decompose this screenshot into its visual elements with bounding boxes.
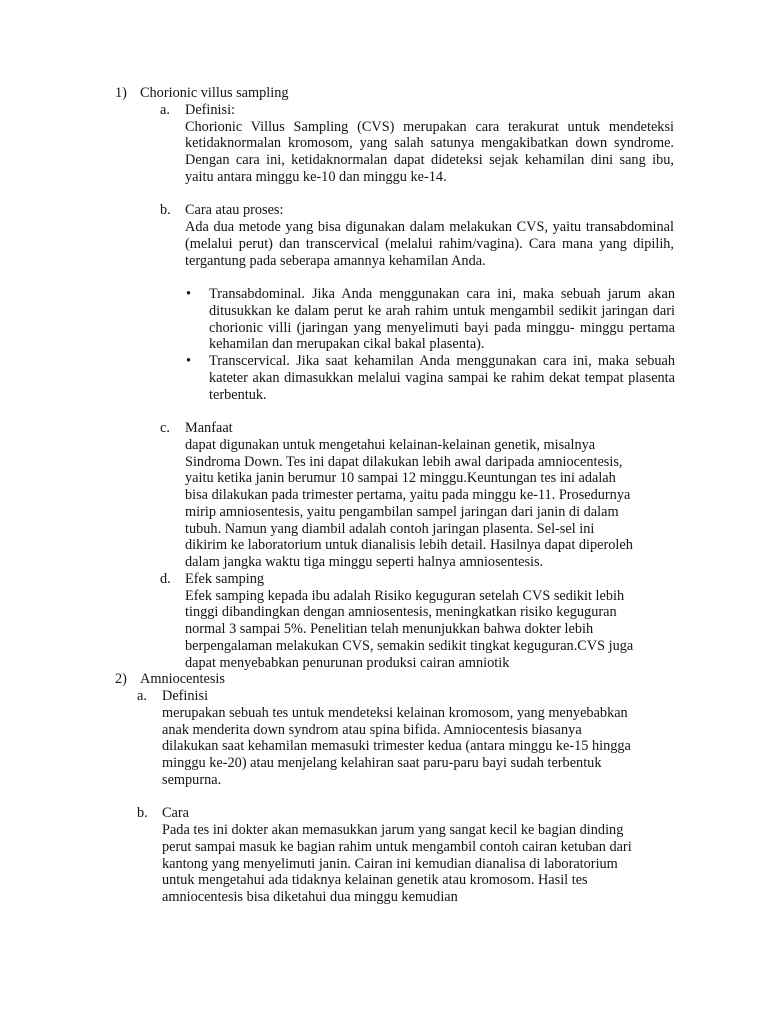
text-line: mana yang dipilih, tergantung pada seberapa amannya kehamilan Anda. [185, 235, 675, 269]
text-line: syndrome. Dengan cara ini, ketidaknormalan dapat dideteksi sejak kehamilan [185, 135, 675, 168]
section-chorionic-villus-sampling [0, 85, 768, 671]
section-title: Chorionic villus sampling [140, 85, 289, 101]
subsection-title: Manfaat [185, 420, 233, 436]
section-number: 2) [115, 671, 127, 688]
section-number: 1) [115, 85, 127, 101]
subsection-letter: c. [160, 420, 170, 436]
text-line: normal 3 sampai 5%. Penelitian telah menunjukkan bahwa dokter lebih [185, 621, 594, 637]
section-title: Amniocentesis [140, 671, 225, 688]
text-line: dapat digunakan untuk mengetahui kelainan-kelainan genetik, misalnya [185, 436, 596, 453]
text-line: ketidaknormalan kromosom, yang salah satunya mengakibatkan down [185, 135, 608, 152]
text-line: tubuh. Namun yang diambil adalah contoh jaringan plasenta. Sel-sel ini [185, 520, 595, 537]
section-heading [0, 85, 768, 102]
subsection-letter: a. [160, 101, 170, 118]
text-line: Sindroma Down. Tes ini dapat dilakukan lebih awal daripada amniocentesis, [185, 453, 623, 470]
text-line: anak menderita down syndrom atau spina bifida. Amniocentesis biasanya [162, 721, 582, 738]
text-line: dikirim ke laboratorium untuk dianalisis lebih detail. Hasilnya dapat diperoleh [185, 537, 633, 554]
text-line: mirip amniosentesis, yaitu pengambilan sampel jaringan dari janin di dalam [185, 503, 619, 520]
paragraph [185, 437, 685, 571]
paragraph [185, 219, 674, 269]
text-line: amniocentesis bisa diketahui dua minggu kemudian [162, 889, 458, 905]
text-line: untuk mengetahui ada tidaknya kelainan genetik atau kromosom. Hasil tes [162, 872, 588, 889]
document-page [0, 85, 768, 906]
section-amniocentesis [0, 671, 768, 906]
subsection-title: Definisi: [185, 101, 236, 118]
text-line: sebuah kateter akan dimasukkan melalui vagina sampai ke rahim dekat [209, 353, 676, 386]
text-line: Transabdominal. Jika Anda menggunakan cara ini, maka sebuah jarum [209, 286, 641, 302]
text-line: merupakan sebuah tes untuk mendeteksi kelainan kromosom, yang menyebabkan [162, 704, 628, 721]
text-line: Chorionic Villus Sampling (CVS) merupakan cara terakurat untuk mendeteksi [185, 118, 674, 135]
bullet-text [209, 286, 675, 353]
subsection-title: Definisi [162, 688, 209, 704]
paragraph [162, 705, 662, 789]
text-line: tinggi dibandingkan dengan amniosentesis, meningkatkan risiko keguguran [185, 604, 617, 621]
text-line: transabdominal (melalui perut) dan transcervical (melalui rahim/vagina). Cara [185, 219, 675, 252]
bullet-item-transcervical [0, 353, 768, 403]
subsection-title: Cara atau proses: [185, 202, 284, 219]
subsection-efek-samping [0, 571, 768, 672]
method-bullet-list [0, 286, 768, 403]
text-line: akan ditusukkan ke dalam perut ke arah rahim untuk mengambil sedikit [209, 286, 675, 319]
subsection-letter: a. [137, 688, 147, 704]
bullet-icon: • [186, 286, 192, 302]
paragraph [162, 822, 662, 906]
subsection-definisi [0, 102, 768, 186]
bullet-icon: • [186, 353, 192, 369]
subsection-definisi [0, 688, 768, 789]
text-line: Pada tes ini dokter akan memasukkan jarum yang sangat kecil ke bagian dinding [162, 822, 624, 838]
paragraph [185, 588, 685, 672]
bullet-item-transabdominal [0, 286, 768, 353]
text-line: minggu pertama kehamilan dan merupakan cikal bakal plasenta). [209, 319, 675, 353]
text-line: kantong yang menyelimuti janin. Cairan ini kemudian dianalisa di laboratorium [162, 855, 618, 872]
text-line: berpengalaman melakukan CVS, semakin sedikit tingkat keguguran.CVS juga [185, 637, 634, 654]
subsection-title: Efek samping [185, 570, 265, 587]
subsection-manfaat [0, 420, 768, 571]
text-line: bisa dilakukan pada trimester pertama, yaitu pada minggu ke-11. Prosedurnya [185, 487, 631, 503]
subsection-letter: d. [160, 570, 171, 587]
subsection-cara [0, 805, 768, 906]
subsection-cara-atau-proses [0, 202, 768, 269]
subsection-letter: b. [160, 202, 171, 219]
text-line: perut sampai masuk ke bagian rahim untuk mengambil contoh cairan ketuban dari [162, 838, 632, 855]
text-line: tempat plasenta terbentuk. [209, 369, 676, 403]
subsection-letter: b. [137, 805, 148, 822]
subsection-title: Cara [162, 805, 189, 822]
text-line: dapat menyebabkan penurunan produksi cairan amniotik [185, 654, 510, 671]
paragraph [185, 119, 674, 186]
text-line: dilakukan saat kehamilan memasuki trimester kedua (antara minggu ke-15 hingga [162, 738, 631, 755]
text-line: Ada dua metode yang bisa digunakan dalam melakukan CVS, yaitu [185, 219, 582, 235]
bullet-text [209, 353, 675, 403]
text-line: yaitu ketika janin berumur 10 sampai 12 minggu.Keuntungan tes ini adalah [185, 470, 616, 487]
text-line: jaringan dari chorionic villi (jaringan yang menyelimuti bayi pada minggu- [209, 302, 675, 336]
text-line: Transcervical. Jika saat kehamilan Anda menggunakan cara ini, maka [209, 353, 629, 369]
text-line: dalam jangka waktu tiga minggu seperti halnya amniosentesis. [185, 554, 544, 570]
text-line: sempurna. [162, 771, 222, 788]
text-line: dini sang ibu, yaitu antara minggu ke-10 dan minggu ke-14. [185, 152, 674, 185]
text-line: minggu ke-20) atau menjelang kelahiran saat paru-paru bayi sudah terbentuk [162, 755, 602, 771]
section-heading [0, 671, 768, 688]
text-line: Efek samping kepada ibu adalah Risiko keguguran setelah CVS sedikit lebih [185, 587, 625, 604]
